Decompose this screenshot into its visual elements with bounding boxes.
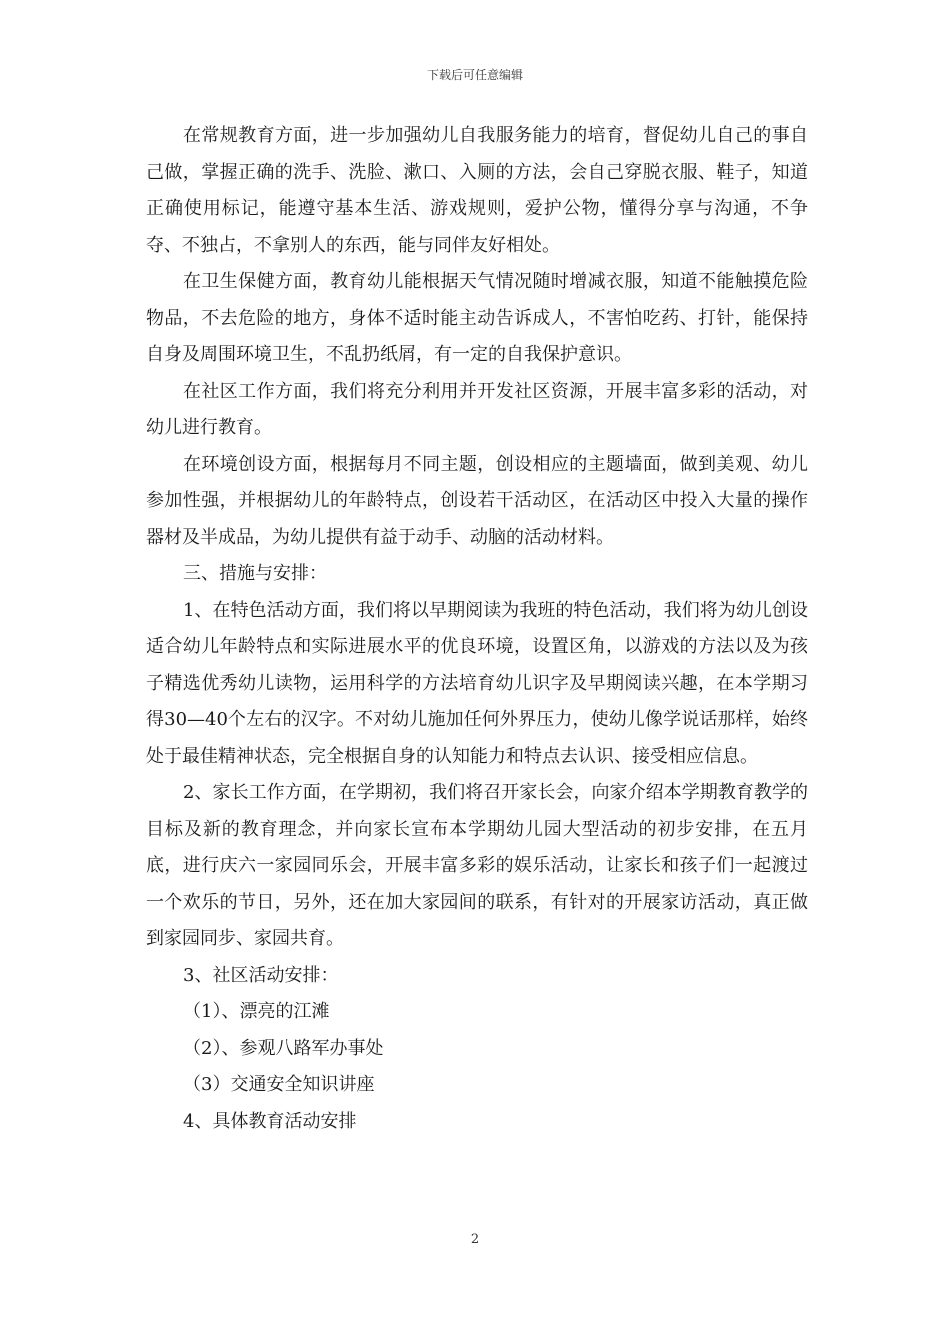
paragraph-featured-activity: 1、在特色活动方面，我们将以早期阅读为我班的特色活动，我们将为幼儿创设适合幼儿年龄特点和实际进展水平的优良环境，设置区角，以游戏的方法以及为孩子精选优秀幼儿读物，运用科学的方法培育幼儿识字及早期阅读兴趣，在本学期习得30—40个左右的汉字。不对幼儿施加任何外界压力，使幼儿像学说话那样，始终处于最佳精神状态，完全根据自身的认知能力和特点去认识、接受相应信息。 [146, 599, 808, 767]
list-item-traffic-safety: （3）交通安全知识讲座 [183, 1074, 375, 1095]
paragraph-education-schedule: 4、具体教育活动安排 [183, 1110, 357, 1132]
paragraph-parent-work: 2、家长工作方面，在学期初，我们将召开家长会，向家介绍本学期教育教学的目标及新的教育理念，并向家长宣布本学期幼儿园大型活动的初步安排，在五月底，进行庆六一家园同乐会，开展丰富多彩的娱乐活动，让家长和孩子们一起渡过一个欢乐的节日，另外，还在加大家园间的联系，有针对的开展家访活动，真正做到家园同步、家园共育。 [146, 782, 808, 949]
paragraph-community-activities: 3、社区活动安排： [183, 964, 339, 986]
paragraph-community-work: 在社区工作方面，我们将充分利用并开发社区资源，开展丰富多彩的活动，对幼儿进行教育。 [146, 380, 808, 438]
document-body [146, 118, 808, 1140]
page-number: 2 [470, 1232, 480, 1247]
page-header: 下载后可任意编辑 [426, 68, 523, 82]
list-item-riverside: （1）、漂亮的江滩 [183, 1001, 330, 1022]
paragraph-health-care: 在卫生保健方面，教育幼儿能根据天气情况随时增减衣服，知道不能触摸危险物品，不去危险的地方，身体不适时能主动告诉成人，不害怕吃药、打针，能保持自身及周围环境卫生，不乱扔纸屑，有一定的自我保护意识。 [146, 271, 808, 365]
paragraph-routine-education: 在常规教育方面，进一步加强幼儿自我服务能力的培育，督促幼儿自己的事自己做，掌握正确的洗手、洗脸、漱口、入厕的方法，会自己穿脱衣服、鞋子，知道正确使用标记，能遵守基本生活、游戏规则，爱护公物，懂得分享与沟通，不争夺、不独占，不拿别人的东西，能与同伴友好相处。 [146, 125, 808, 256]
paragraph-environment: 在环境创设方面，根据每月不同主题，创设相应的主题墙面，做到美观、幼儿参加性强，并根据幼儿的年龄特点，创设若干活动区，在活动区中投入大量的操作器材及半成品，为幼儿提供有益于动手、动脑的活动材料。 [146, 453, 808, 548]
section-heading-measures: 三、措施与安排： [183, 563, 327, 584]
list-item-eighth-route-army: （2）、参观八路军办事处 [183, 1037, 384, 1059]
